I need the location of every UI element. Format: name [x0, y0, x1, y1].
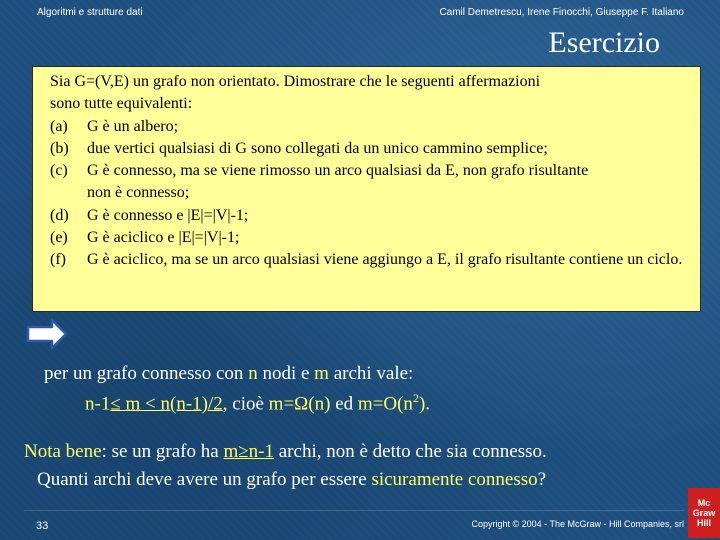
logo-text: Mc: [697, 498, 711, 508]
slide-title: Esercizio: [548, 26, 660, 59]
result-text: nodi e: [257, 363, 315, 384]
item-text: G è aciclico e |E|=|V|-1;: [87, 229, 240, 247]
nota-text: : se un grafo ha: [101, 441, 224, 462]
item-text: G è aciclico, ma se un arco qualsiasi viene aggiungo a E, il grafo risultante contiene un ciclo.: [87, 251, 683, 269]
list-item: [50, 116, 700, 138]
result-text: ed: [330, 393, 358, 415]
logo-text: Graw: [692, 508, 716, 518]
question-mark: ?: [537, 469, 547, 490]
item-label: (f): [50, 251, 66, 269]
result-text: per un grafo connesso con: [44, 363, 249, 384]
item-text: G è connesso e |E|=|V|-1;: [87, 206, 249, 224]
result-omega: m=Ω(n): [268, 393, 331, 415]
result-big-o-close: ): [418, 393, 426, 415]
statement-list: [50, 116, 700, 272]
result-text: .: [425, 393, 431, 415]
question-line: [37, 469, 546, 491]
result-var-m: m: [314, 363, 329, 384]
result-text: archi vale:: [328, 363, 414, 384]
result-text: , cioè: [222, 393, 269, 415]
item-label: (e): [50, 229, 68, 247]
exercise-box: [32, 66, 701, 312]
result-big-o: m=O(n: [357, 393, 413, 415]
exercise-intro: [50, 71, 700, 116]
item-label: (b): [50, 139, 69, 157]
result-line-2: [85, 391, 430, 415]
item-text: G è connesso, ma se viene rimosso un arco qualsiasi da E, non grafo risultante non è connesso;: [87, 162, 589, 202]
intro-line-2: sono tutte equivalenti:: [50, 95, 193, 113]
header-course-title: Algoritmi e strutture dati: [37, 7, 143, 18]
nota-bene-label: Nota bene: [24, 441, 102, 462]
item-text: G è un albero;: [87, 117, 179, 135]
item-label: (a): [50, 117, 68, 135]
question-highlight: sicuramente connesso: [371, 469, 538, 490]
result-exponent: 2: [412, 391, 419, 405]
nota-condition: m≥n-1: [223, 441, 274, 462]
result-var-n: n: [248, 363, 258, 384]
list-item: [50, 249, 700, 271]
header-authors: Camil Demetrescu, Irene Finocchi, Giuseppe F. Italiano: [439, 7, 684, 18]
result-bounds: ≤ m < n(n-1)/2: [110, 393, 223, 415]
logo-text: Hill: [696, 518, 711, 528]
page-number: 33: [36, 520, 49, 532]
nota-bene-line: [24, 441, 547, 463]
item-label: (c): [50, 162, 68, 180]
intro-line-1: Sia G=(V,E) un grafo non orientato. Dimostrare che le seguenti affermazioni: [50, 73, 541, 90]
list-item: [50, 227, 700, 249]
footer-divider: [24, 510, 684, 511]
item-text: due vertici qualsiasi di G sono collegati da un unico cammino semplice;: [87, 139, 548, 157]
copyright-notice: Copyright © 2004 - The McGraw - Hill Companies, srl: [471, 519, 684, 529]
list-item: [50, 160, 700, 205]
result-line-1: [44, 363, 413, 385]
result-lower-bound: n-1: [85, 393, 111, 415]
list-item: [50, 138, 700, 160]
right-arrow-icon: [26, 318, 68, 350]
question-text: Quanti archi deve avere un grafo per essere: [37, 469, 372, 490]
publisher-logo: [688, 488, 720, 538]
item-label: (d): [50, 206, 69, 224]
nota-text: archi, non è detto che sia connesso.: [274, 441, 547, 462]
list-item: [50, 205, 700, 227]
